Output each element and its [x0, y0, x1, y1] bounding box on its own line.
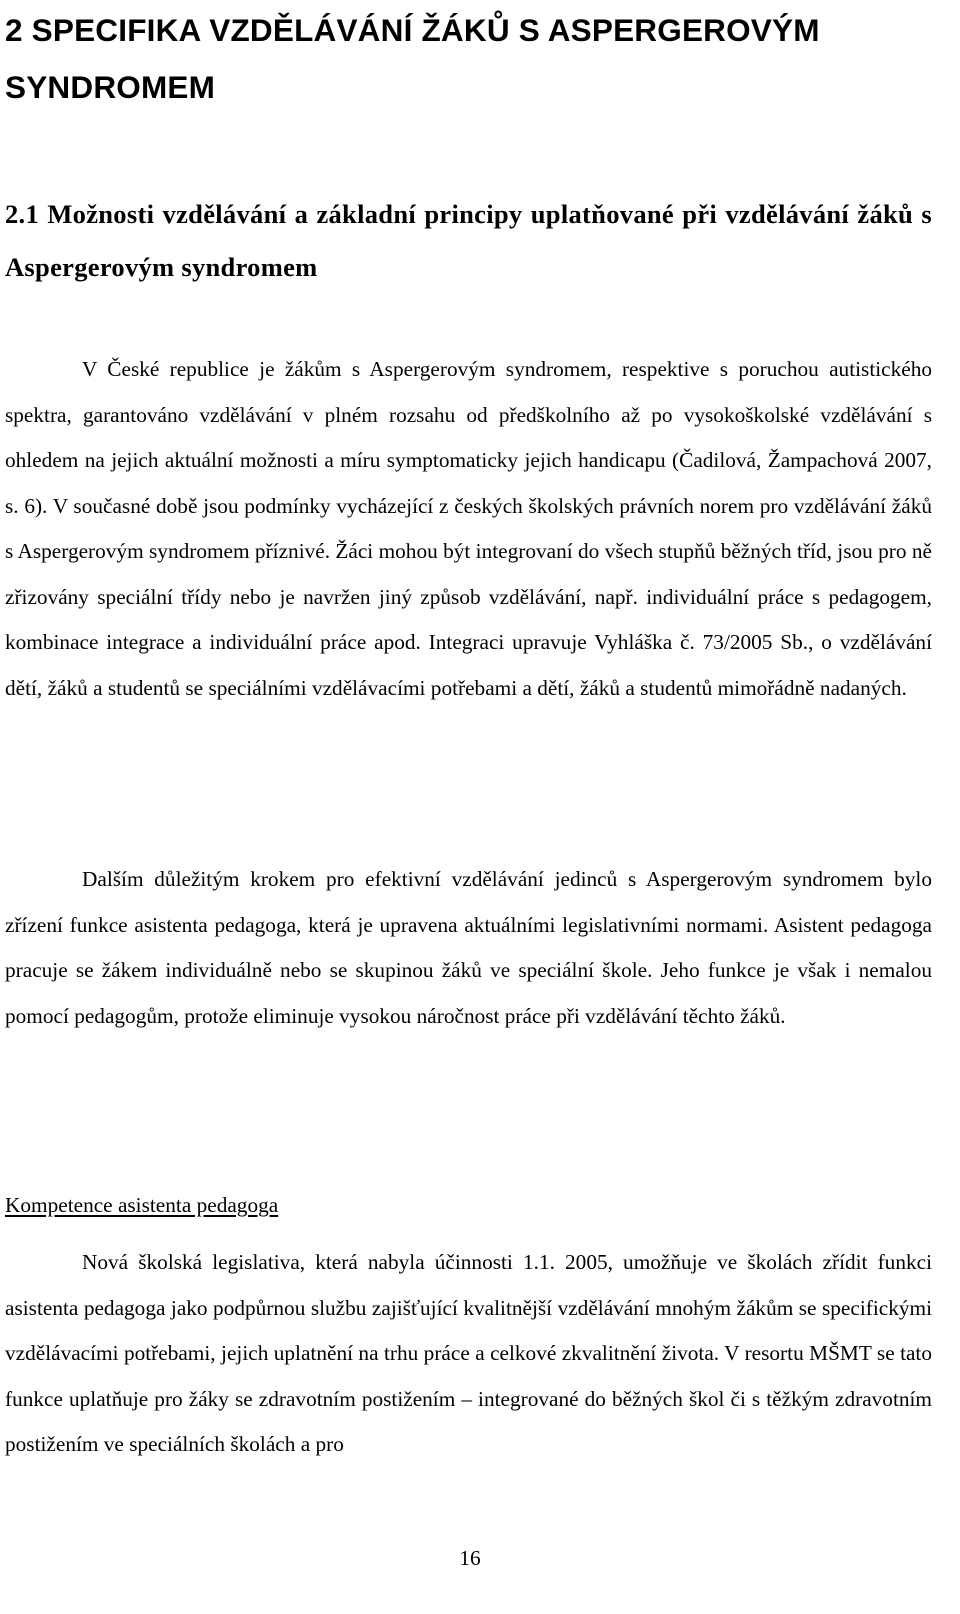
- body-paragraph: V České republice je žákům s Aspergerovým syndromem, respektive s poruchou autistického spektra, garantováno vzdělávání v plném rozsahu od předškolního až po vysokoškolské vzdělávání s ohledem na jejich aktuální možnosti a míru symptomaticky jejich handicapu (Čadilová, Žampachová 2007, s. 6). V současné době jsou podmínky vycházející z českých školských právních norem pro vzdělávání žáků s Aspergerovým syndromem příznivé. Žáci mohou být integrovaní do všech stupňů běžných tříd, jsou pro ně zřizovány speciální třídy nebo je navržen jiný způsob vzdělávání, např. individuální práce s pedagogem, kombinace integrace a individuální práce apod. Integraci upravuje Vyhláška č. 73/2005 Sb., o vzdělávání dětí, žáků a studentů se speciálními vzdělávacími potřebami a dětí, žáků a studentů mimořádně nadaných.: [5, 357, 932, 700]
- page-number: 16: [459, 1546, 481, 1570]
- body-paragraph: Dalším důležitým krokem pro efektivní vzdělávání jedinců s Aspergerovým syndromem bylo zřízení funkce asistenta pedagoga, která je upravena aktuálními legislativními normami. Asistent pedagoga pracuje se žákem individuálně nebo se skupinou žáků ve speciální škole. Jeho funkce je však i nemalou pomocí pedagogům, protože eliminuje vysokou náročnost práce při vzdělávání těchto žáků.: [5, 867, 932, 1028]
- chapter-title: 2 SPECIFIKA VZDĚLÁVÁNÍ ŽÁKŮ S ASPERGEROVÝM SYNDROMEM: [5, 12, 820, 105]
- body-paragraph: Nová školská legislativa, která nabyla účinnosti 1.1. 2005, umožňuje ve školách zřídit funkci asistenta pedagoga jako podpůrnou službu zajišťující kvalitnější vzdělávání mnohým žákům se specifickými vzdělávacími potřebami, jejich uplatnění na trhu práce a celkové zkvalitnění života. V resortu MŠMT se tato funkce uplatňuje pro žáky se zdravotním postižením – integrované do běžných škol či s těžkým zdravotním postižením ve speciálních školách a pro: [5, 1250, 932, 1456]
- subheading: Kompetence asistenta pedagoga: [5, 1193, 279, 1217]
- section-title: 2.1 Možnosti vzdělávání a základní principy uplatňované při vzdělávání žáků s Aspergerovým syndromem: [5, 199, 932, 282]
